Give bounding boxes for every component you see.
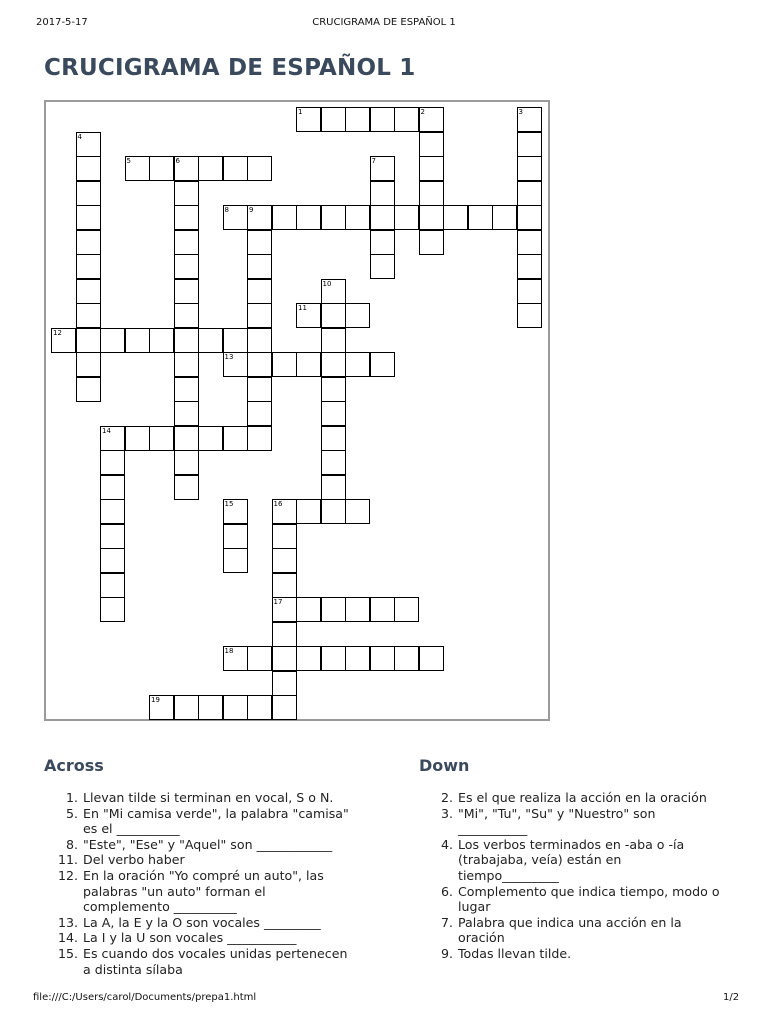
cell-number: 14 xyxy=(102,426,111,435)
cell-number: 11 xyxy=(298,304,307,312)
crossword-cell[interactable] xyxy=(125,156,150,181)
crossword-cell[interactable] xyxy=(321,401,346,426)
clue-text-line: tiempo_________ xyxy=(458,867,559,883)
clue-number: 2. xyxy=(440,790,453,805)
clue-number: 5. xyxy=(65,805,78,821)
clue-number: 15. xyxy=(57,945,78,961)
crossword-cell[interactable] xyxy=(125,426,150,451)
crossword-grid xyxy=(44,100,550,721)
crossword-cell[interactable] xyxy=(174,303,199,328)
crossword-cell[interactable] xyxy=(321,597,346,622)
crossword-cell[interactable] xyxy=(517,107,542,132)
crossword-cell[interactable] xyxy=(517,230,542,255)
crossword-cell[interactable] xyxy=(100,597,125,622)
crossword-cell[interactable] xyxy=(272,573,297,598)
crossword-cell[interactable] xyxy=(345,499,370,524)
crossword-cell[interactable] xyxy=(76,377,101,402)
clue-text-line: En "Mi camisa verde", la palabra "camisa" xyxy=(83,805,349,821)
cell-number: 3 xyxy=(518,108,523,116)
crossword-cell[interactable] xyxy=(76,303,101,328)
crossword-cell[interactable] xyxy=(247,205,272,230)
header-doc-title: CRUCIGRAMA DE ESPAÑOL 1 xyxy=(312,17,456,28)
crossword-cell[interactable] xyxy=(223,499,248,524)
crossword-cell[interactable] xyxy=(198,328,223,353)
crossword-cell[interactable] xyxy=(272,352,297,377)
clue-number: 3. xyxy=(440,805,453,821)
crossword-cell[interactable] xyxy=(272,671,297,696)
clue-number: 4. xyxy=(440,836,453,852)
crossword-cell[interactable] xyxy=(223,548,248,573)
crossword-cell[interactable] xyxy=(100,426,125,451)
crossword-cell[interactable] xyxy=(272,622,297,647)
crossword-cell[interactable] xyxy=(272,524,297,549)
cell-number: 16 xyxy=(273,500,283,508)
crossword-cell[interactable] xyxy=(174,205,199,230)
crossword-cell[interactable] xyxy=(419,156,444,181)
crossword-cell[interactable] xyxy=(321,303,346,328)
page-title: CRUCIGRAMA DE ESPAÑOL 1 xyxy=(44,55,416,81)
crossword-cell[interactable] xyxy=(419,181,444,206)
crossword-cell[interactable] xyxy=(174,181,199,206)
crossword-cell[interactable] xyxy=(272,695,297,720)
crossword-cell[interactable] xyxy=(100,573,125,598)
crossword-cell[interactable] xyxy=(174,475,199,500)
across-clue-13 xyxy=(44,915,374,931)
crossword-cell[interactable] xyxy=(247,352,272,377)
crossword-cell[interactable] xyxy=(76,181,101,206)
crossword-cell[interactable] xyxy=(517,132,542,157)
crossword-cell[interactable] xyxy=(345,205,370,230)
crossword-cell[interactable] xyxy=(517,279,542,304)
crossword-cell[interactable] xyxy=(419,205,444,230)
cell-number: 17 xyxy=(273,598,283,606)
crossword-cell[interactable] xyxy=(370,597,395,622)
clue-text-line: palabras "un auto" forman el xyxy=(83,883,266,899)
cell-number: 8 xyxy=(224,206,229,214)
crossword-cell[interactable] xyxy=(419,107,444,132)
crossword-cell[interactable] xyxy=(370,352,395,377)
crossword-cell[interactable] xyxy=(174,156,199,181)
crossword-cell[interactable] xyxy=(76,230,101,255)
crossword-cell[interactable] xyxy=(345,646,370,671)
crossword-cell[interactable] xyxy=(370,107,395,132)
crossword-cell[interactable] xyxy=(100,548,125,573)
crossword-cell[interactable] xyxy=(247,303,272,328)
crossword-cell[interactable] xyxy=(174,254,199,279)
crossword-cell[interactable] xyxy=(272,646,297,671)
footer-page: 1/2 xyxy=(723,992,740,1003)
crossword-cell[interactable] xyxy=(419,230,444,255)
crossword-cell[interactable] xyxy=(370,205,395,230)
crossword-cell[interactable] xyxy=(272,597,297,622)
crossword-cell[interactable] xyxy=(296,107,321,132)
cell-number: 13 xyxy=(224,353,234,361)
crossword-cell[interactable] xyxy=(149,156,174,181)
crossword-cell[interactable] xyxy=(370,646,395,671)
crossword-cell[interactable] xyxy=(223,156,248,181)
down-clue-6 xyxy=(419,884,749,915)
across-heading: Across xyxy=(44,756,104,775)
clue-text-line: a distinta sílaba xyxy=(83,961,183,977)
crossword-cell[interactable] xyxy=(223,646,248,671)
across-clue-12 xyxy=(44,868,374,915)
crossword-cell[interactable] xyxy=(321,450,346,475)
crossword-cell[interactable] xyxy=(223,328,248,353)
crossword-cell[interactable] xyxy=(296,205,321,230)
crossword-cell[interactable] xyxy=(76,156,101,181)
crossword-cell[interactable] xyxy=(247,254,272,279)
crossword-cell[interactable] xyxy=(321,205,346,230)
crossword-cell[interactable] xyxy=(174,401,199,426)
crossword-cell[interactable] xyxy=(174,352,199,377)
across-clue-8 xyxy=(44,837,374,853)
crossword-cell[interactable] xyxy=(321,328,346,353)
across-clue-5 xyxy=(44,806,374,837)
cell-number: 7 xyxy=(371,157,376,165)
header-date: 2017-5-17 xyxy=(36,17,88,28)
clue-number: 12. xyxy=(57,867,78,883)
footer-path: file:///C:/Users/carol/Documents/prepa1.html xyxy=(33,992,257,1003)
clue-number: 8. xyxy=(65,836,78,852)
crossword-cell[interactable] xyxy=(76,328,101,353)
crossword-cell[interactable] xyxy=(296,499,321,524)
crossword-cell[interactable] xyxy=(223,205,248,230)
crossword-cell[interactable] xyxy=(100,328,125,353)
crossword-cell[interactable] xyxy=(223,352,248,377)
crossword-cell[interactable] xyxy=(468,205,493,230)
crossword-cell[interactable] xyxy=(247,156,272,181)
crossword-cell[interactable] xyxy=(296,352,321,377)
crossword-cell[interactable] xyxy=(321,377,346,402)
crossword-cell[interactable] xyxy=(149,328,174,353)
crossword-cell[interactable] xyxy=(247,646,272,671)
crossword-cell[interactable] xyxy=(100,475,125,500)
crossword-cell[interactable] xyxy=(100,450,125,475)
crossword-cell[interactable] xyxy=(321,279,346,304)
crossword-cell[interactable] xyxy=(76,132,101,157)
clue-text-line: Complemento que indica tiempo, modo o xyxy=(458,883,720,899)
cell-number: 15 xyxy=(224,500,234,508)
crossword-cell[interactable] xyxy=(174,695,199,720)
crossword-cell[interactable] xyxy=(345,303,370,328)
crossword-cell[interactable] xyxy=(125,328,150,353)
cell-number: 18 xyxy=(224,647,234,655)
crossword-cell[interactable] xyxy=(247,401,272,426)
clue-text-line: Del verbo haber xyxy=(83,852,185,868)
across-clue-1 xyxy=(44,790,374,806)
crossword-cell[interactable] xyxy=(321,499,346,524)
crossword-cell[interactable] xyxy=(370,156,395,181)
crossword-cell[interactable] xyxy=(223,695,248,720)
crossword-cell[interactable] xyxy=(419,646,444,671)
crossword-cell[interactable] xyxy=(492,205,517,230)
down-clue-4 xyxy=(419,837,749,884)
crossword-cell[interactable] xyxy=(149,426,174,451)
crossword-cell[interactable] xyxy=(296,646,321,671)
crossword-cell[interactable] xyxy=(345,107,370,132)
cell-number: 2 xyxy=(420,108,425,116)
crossword-cell[interactable] xyxy=(100,524,125,549)
clue-number: 7. xyxy=(440,914,453,930)
clue-number: 13. xyxy=(57,914,78,930)
crossword-cell[interactable] xyxy=(174,426,199,451)
crossword-cell[interactable] xyxy=(174,450,199,475)
across-clue-15 xyxy=(44,946,374,977)
crossword-cell[interactable] xyxy=(517,254,542,279)
crossword-cell[interactable] xyxy=(394,597,419,622)
down-clue-7 xyxy=(419,915,749,946)
crossword-cell[interactable] xyxy=(247,230,272,255)
crossword-cell[interactable] xyxy=(394,205,419,230)
crossword-cell[interactable] xyxy=(370,254,395,279)
cell-number: 1 xyxy=(298,108,303,116)
clue-number: 14. xyxy=(57,930,78,946)
clue-number: 1. xyxy=(65,790,78,805)
crossword-cell[interactable] xyxy=(100,499,125,524)
clue-number: 11. xyxy=(57,852,78,868)
clue-text-line: Palabra que indica una acción en la xyxy=(458,914,682,930)
crossword-cell[interactable] xyxy=(517,303,542,328)
crossword-cell[interactable] xyxy=(321,475,346,500)
clue-text-line: lugar xyxy=(458,899,491,915)
crossword-cell[interactable] xyxy=(321,107,346,132)
crossword-cell[interactable] xyxy=(394,646,419,671)
crossword-cell[interactable] xyxy=(370,230,395,255)
clue-text-line: (trabajaba, veía) están en xyxy=(458,852,622,868)
crossword-cell[interactable] xyxy=(198,695,223,720)
cell-number: 19 xyxy=(151,696,160,704)
crossword-cell[interactable] xyxy=(174,377,199,402)
down-clue-3 xyxy=(419,806,749,837)
crossword-cell[interactable] xyxy=(419,132,444,157)
crossword-cell[interactable] xyxy=(247,377,272,402)
clue-text-line: ___________ xyxy=(458,821,528,837)
down-clue-9 xyxy=(419,946,749,962)
down-clue-2 xyxy=(419,790,749,806)
clue-text-line: La I y la U son vocales ___________ xyxy=(83,930,297,946)
crossword-cell[interactable] xyxy=(345,597,370,622)
crossword-cell[interactable] xyxy=(76,205,101,230)
crossword-cell[interactable] xyxy=(174,279,199,304)
crossword-cell[interactable] xyxy=(76,254,101,279)
crossword-cell[interactable] xyxy=(174,328,199,353)
crossword-cell[interactable] xyxy=(247,695,272,720)
clue-text-line: Es el que realiza la acción en la oración xyxy=(458,790,707,805)
crossword-cell[interactable] xyxy=(247,426,272,451)
crossword-cell[interactable] xyxy=(345,352,370,377)
cell-number: 4 xyxy=(77,132,82,141)
clue-text-line: "Este", "Ese" y "Aquel" son ____________ xyxy=(83,836,333,852)
crossword-cell[interactable] xyxy=(223,524,248,549)
crossword-cell[interactable] xyxy=(76,352,101,377)
crossword-cell[interactable] xyxy=(443,205,468,230)
across-clue-list xyxy=(44,790,374,977)
clue-text-line: Todas llevan tilde. xyxy=(458,945,572,961)
clue-text-line: "Mi", "Tu", "Su" y "Nuestro" son xyxy=(458,805,656,821)
crossword-cell[interactable] xyxy=(296,303,321,328)
clue-text-line: oración xyxy=(458,930,505,946)
crossword-cell[interactable] xyxy=(51,328,76,353)
cell-number: 9 xyxy=(249,206,254,214)
crossword-cell[interactable] xyxy=(321,646,346,671)
crossword-cell[interactable] xyxy=(247,328,272,353)
clue-number: 9. xyxy=(440,945,453,961)
crossword-cell[interactable] xyxy=(247,279,272,304)
clue-text-line: Es cuando dos vocales unidas pertenecen xyxy=(83,945,348,961)
crossword-cell[interactable] xyxy=(149,695,174,720)
clue-number: 6. xyxy=(440,883,453,899)
across-clue-11 xyxy=(44,852,374,868)
across-clue-14 xyxy=(44,930,374,946)
cell-number: 12 xyxy=(53,328,62,337)
crossword-cell[interactable] xyxy=(517,205,542,230)
cell-number: 6 xyxy=(175,157,180,165)
crossword-cell[interactable] xyxy=(198,156,223,181)
crossword-cell[interactable] xyxy=(272,205,297,230)
crossword-cell[interactable] xyxy=(517,156,542,181)
crossword-cell[interactable] xyxy=(223,426,248,451)
clue-text-line: Llevan tilde si terminan en vocal, S o N. xyxy=(83,790,334,805)
crossword-cell[interactable] xyxy=(321,426,346,451)
crossword-cell[interactable] xyxy=(394,107,419,132)
clue-text-line: La A, la E y la O son vocales _________ xyxy=(83,914,321,930)
cell-number: 5 xyxy=(126,157,131,165)
crossword-cell[interactable] xyxy=(76,279,101,304)
crossword-cell[interactable] xyxy=(517,181,542,206)
crossword-cell[interactable] xyxy=(321,352,346,377)
clue-text-line: En la oración "Yo compré un auto", las xyxy=(83,867,324,883)
clue-text-line: complemento __________ xyxy=(83,899,237,915)
crossword-cell[interactable] xyxy=(174,230,199,255)
clue-text-line: es el __________ xyxy=(83,821,180,837)
clue-text-line: Los verbos terminados en -aba o -ía xyxy=(458,836,685,852)
crossword-cell[interactable] xyxy=(272,499,297,524)
down-heading: Down xyxy=(419,756,470,775)
crossword-cell[interactable] xyxy=(272,548,297,573)
down-clue-list xyxy=(419,790,749,962)
crossword-cell[interactable] xyxy=(370,181,395,206)
crossword-cell[interactable] xyxy=(296,597,321,622)
cell-number: 10 xyxy=(322,279,332,288)
crossword-cell[interactable] xyxy=(198,426,223,451)
